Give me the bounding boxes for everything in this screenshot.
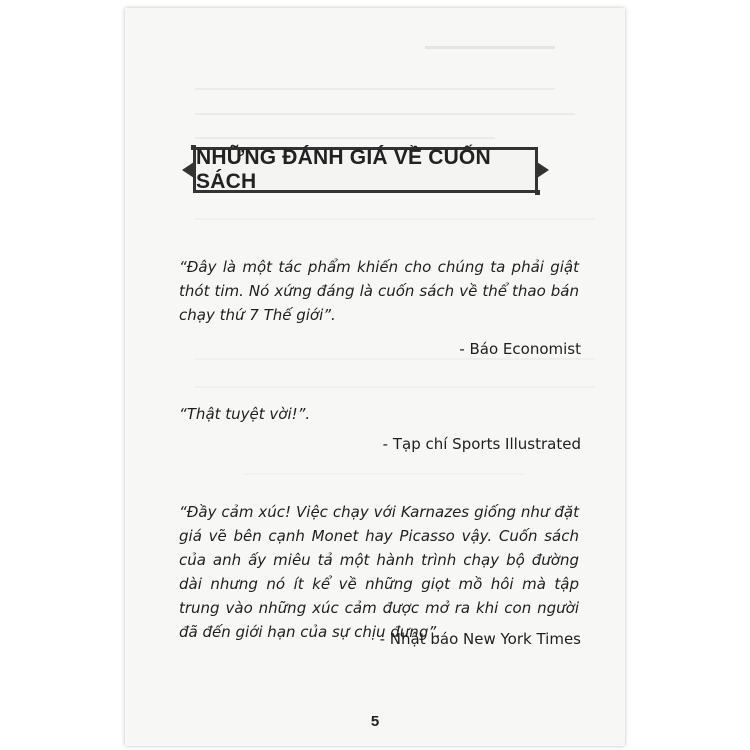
review-source-1: - Báo Economist [459, 340, 581, 358]
review-quote-1: “Đây là một tác phẩm khiến cho chúng ta phải giật thót tim. Nó xứng đáng là cuốn sách về thể thao bán chạy thứ 7 Thế giới”. [179, 258, 579, 324]
show-through-line [195, 137, 495, 139]
review-quote-2: “Thật tuyệt vời!”. [179, 405, 311, 423]
review-source-2: - Tạp chí Sports Illustrated [382, 435, 581, 453]
page-number: 5 [370, 713, 380, 730]
section-header [193, 147, 538, 193]
section-title: NHỮNG ĐÁNH GIÁ VỀ CUỐN SÁCH [196, 146, 491, 193]
show-through-line [195, 218, 595, 220]
show-through-line [195, 88, 555, 90]
book-page [125, 8, 625, 746]
show-through-line [425, 46, 555, 49]
show-through-line [195, 386, 595, 388]
review-source-3: - Nhật báo New York Times [379, 630, 581, 648]
show-through-line [195, 358, 595, 360]
show-through-line [195, 113, 575, 115]
header-corner-mark [535, 190, 540, 195]
review-quote-3: “Đầy cảm xúc! Việc chạy với Karnazes giống như đặt giá vẽ bên cạnh Monet hay Picasso vậy. Cuốn sách của anh ấy miêu tả một hành trình chạy bộ đường dài nhưng nó ít kể về những giọt mồ hôi mà tập trung vào những xúc cảm được mở ra khi con người đã đến giới hạn của sự chịu đựng”. [179, 503, 579, 641]
show-through-line [245, 473, 525, 475]
